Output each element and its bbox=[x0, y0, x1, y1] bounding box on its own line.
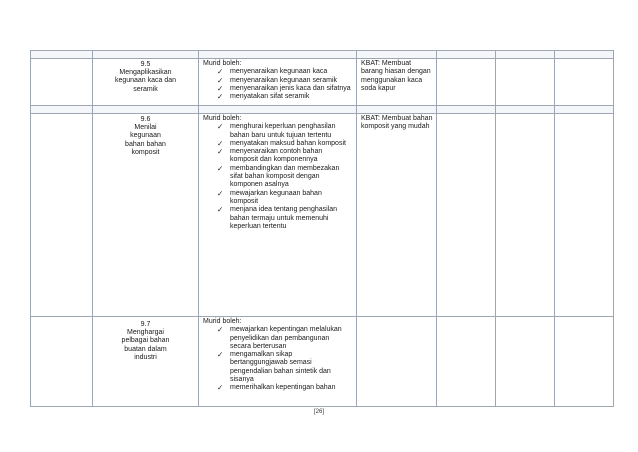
list-item bbox=[217, 77, 353, 85]
outcome-line: bahan termaju untuk memenuhi bbox=[230, 214, 329, 222]
kbat-note-cell bbox=[357, 59, 437, 106]
empty-cell bbox=[437, 59, 496, 106]
topic-line: komposit bbox=[131, 148, 160, 156]
topic-line: Menilai bbox=[134, 124, 157, 132]
topic-cell bbox=[93, 114, 199, 317]
checkmark-icon: ✓ bbox=[217, 325, 224, 335]
outcomes-lead: Murid boleh: bbox=[203, 318, 242, 325]
list-item bbox=[217, 68, 353, 76]
topic-cell bbox=[93, 59, 199, 106]
outcome-line: penyelidikan dan pembangunan bbox=[230, 334, 330, 342]
topic-line: Mengaplikasikan bbox=[119, 69, 172, 77]
outcome-text: menyenaraikan kegunaan kaca bbox=[230, 68, 328, 76]
outcome-line: mewajarkan kegunaan bahan bbox=[230, 189, 322, 197]
checkmark-icon: ✓ bbox=[217, 138, 224, 148]
topic-code: 9.5 bbox=[140, 61, 151, 68]
outcome-line: membandingkan dan membezakan bbox=[230, 164, 340, 172]
note-line: menggunakan kaca bbox=[361, 76, 423, 84]
checkmark-icon: ✓ bbox=[217, 163, 224, 173]
list-item bbox=[217, 85, 353, 93]
topic-line: kegunaan kaca dan bbox=[114, 77, 177, 85]
kbat-note-cell bbox=[357, 317, 437, 407]
week-cell bbox=[31, 317, 93, 407]
list-item bbox=[217, 93, 353, 101]
outcome-line: menyatakan maksud bahan komposit bbox=[230, 139, 346, 147]
empty-cell bbox=[496, 59, 555, 106]
outcome-line: mengamalkan sikap bbox=[230, 351, 293, 359]
empty-cell bbox=[496, 114, 555, 317]
topic-line: bahan bahan bbox=[125, 140, 166, 148]
checkmark-icon: ✓ bbox=[217, 147, 224, 157]
list-item bbox=[217, 148, 353, 165]
kbat-note-cell bbox=[357, 114, 437, 317]
outcome-line: pengendalian bahan sintetik dan bbox=[230, 367, 331, 375]
topic-line: seramik bbox=[133, 85, 158, 93]
checkmark-icon: ✓ bbox=[217, 67, 224, 77]
topic-cell bbox=[93, 317, 199, 407]
list-item bbox=[217, 351, 353, 384]
checkmark-icon: ✓ bbox=[217, 383, 224, 393]
outcomes-list bbox=[203, 326, 353, 392]
note-line: soda kapur bbox=[361, 84, 396, 92]
outcomes-lead: Murid boleh: bbox=[203, 60, 242, 67]
learning-outcomes-cell bbox=[199, 59, 357, 106]
outcome-line: sifat bahan komposit dengan bbox=[230, 173, 320, 181]
empty-cell bbox=[555, 114, 614, 317]
checkmark-icon: ✓ bbox=[217, 92, 224, 102]
list-item bbox=[217, 206, 353, 231]
topic-line: kegunaan bbox=[130, 132, 161, 140]
empty-cell bbox=[437, 317, 496, 407]
topic-code: 9.7 bbox=[140, 321, 151, 328]
topic-line: pelbagai bahan bbox=[121, 337, 170, 345]
table-row bbox=[31, 317, 614, 407]
outcome-line: mewajarkan kepentingan melalukan bbox=[230, 326, 342, 334]
checkmark-icon: ✓ bbox=[217, 122, 224, 132]
checkmark-icon: ✓ bbox=[217, 75, 224, 85]
learning-outcomes-cell bbox=[199, 317, 357, 407]
outcome-line: sisanya bbox=[230, 376, 254, 384]
scheme-of-work-table bbox=[30, 50, 614, 407]
checkmark-icon: ✓ bbox=[217, 350, 224, 360]
list-item bbox=[217, 123, 353, 140]
note-line: KBAT: Membuat bahan bbox=[361, 115, 433, 122]
outcome-text: menyenaraikan jenis kaca dan sifatnya bbox=[230, 84, 351, 92]
topic-line: buatan dalam bbox=[124, 345, 167, 353]
outcome-text: menyenaraikan kegunaan seramik bbox=[230, 76, 338, 84]
outcome-line: memerihalkan kepentingan bahan bbox=[230, 384, 336, 392]
outcome-line: bertanggungjawab semasi bbox=[230, 359, 312, 367]
topic-line: Menghargai bbox=[127, 329, 164, 337]
outcomes-list bbox=[203, 123, 353, 231]
week-cell bbox=[31, 114, 93, 317]
list-item bbox=[217, 165, 353, 190]
table-row bbox=[31, 114, 614, 317]
list-item bbox=[217, 326, 353, 351]
table-row-spacer bbox=[31, 51, 614, 59]
list-item bbox=[217, 140, 353, 148]
list-item bbox=[217, 190, 353, 207]
empty-cell bbox=[555, 317, 614, 407]
outcome-line: bahan baru untuk tujuan tertentu bbox=[230, 131, 332, 139]
outcome-line: komposit bbox=[230, 197, 259, 205]
empty-cell bbox=[555, 59, 614, 106]
week-cell bbox=[31, 59, 93, 106]
note-line: barang hiasan dengan bbox=[361, 68, 431, 76]
learning-outcomes-cell bbox=[199, 114, 357, 317]
outcome-text: menyatakan sifat seramik bbox=[230, 93, 310, 101]
outcome-line: komponen asalnya bbox=[230, 181, 289, 189]
outcomes-lead: Murid boleh: bbox=[203, 115, 242, 122]
table-row-spacer bbox=[31, 106, 614, 114]
note-line: komposit yang mudah bbox=[361, 123, 430, 131]
checkmark-icon: ✓ bbox=[217, 188, 224, 198]
outcome-line: komposit dan komponennya bbox=[230, 156, 318, 164]
outcome-line: secara berterusan bbox=[230, 342, 287, 350]
outcomes-list bbox=[203, 68, 353, 101]
checkmark-icon: ✓ bbox=[217, 205, 224, 215]
outcome-line: menghurai keperluan penghasilan bbox=[230, 123, 336, 131]
list-item bbox=[217, 384, 353, 392]
checkmark-icon: ✓ bbox=[217, 83, 224, 93]
page-number: [26] bbox=[313, 409, 324, 415]
outcome-line: keperluan tertentu bbox=[230, 222, 287, 230]
note-line: KBAT: Membuat bbox=[361, 60, 412, 67]
outcome-line: menjana idea tentang penghasilan bbox=[230, 206, 338, 214]
empty-cell bbox=[496, 317, 555, 407]
outcome-line: menyenaraikan contoh bahan bbox=[230, 148, 323, 156]
topic-line: industri bbox=[134, 353, 157, 361]
empty-cell bbox=[437, 114, 496, 317]
table-row bbox=[31, 59, 614, 106]
topic-code: 9.6 bbox=[140, 116, 151, 123]
